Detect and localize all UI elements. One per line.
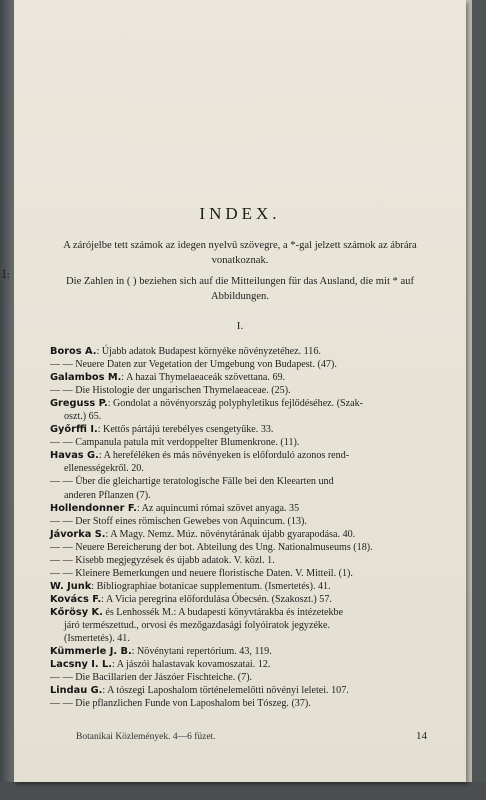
- index-entry: [50, 462, 448, 475]
- entry-text: — — Neuere Daten zur Vegetation der Umgebung von Budapest. (47).: [50, 359, 337, 371]
- index-entry: [50, 593, 448, 606]
- entry-author: Győrffi I.: [50, 424, 98, 436]
- entry-text: : Újabb adatok Budapest környéke növényzetéhez. 116.: [96, 346, 321, 357]
- entry-author: Havas G.: [50, 450, 99, 462]
- entry-author: Hollendonner F.: [50, 502, 137, 514]
- index-entry: [50, 606, 448, 619]
- index-entry: [50, 645, 448, 658]
- entry-text: — — Neuere Bereicherung der bot. Abteilung des Ung. Nationalmuseums (18).: [50, 541, 373, 553]
- entry-text: : A jászói halastavak kovamoszatai. 12.: [112, 659, 271, 671]
- index-entry: [50, 554, 448, 567]
- entry-text: : Bibliographiae botanicae supplementum. (Ismertetés). 41.: [91, 580, 331, 592]
- entry-text: — — Kleinere Bemerkungen und neuere floristische Daten. V. Mitteil. (1).: [50, 567, 353, 579]
- entry-text: ellenességekről. 20.: [64, 463, 144, 475]
- entry-author: Kovács F.: [50, 593, 102, 605]
- page-edge: [466, 0, 472, 790]
- entry-text: — — Die Bacillarien der Jászóer Fischteiche. (7).: [50, 672, 253, 684]
- index-entry: [50, 684, 448, 697]
- entry-text: járó természettud., orvosi és mezőgazdasági folyóiratok jegyzéke.: [64, 619, 330, 631]
- entry-text: — — Der Stoff eines römischen Gewebes von Aquincum. (13).: [50, 515, 307, 527]
- entry-text: — — Kisebb megjegyzések és újabb adatok. V. közl. 1.: [50, 554, 275, 566]
- entry-author: Greguss P.: [50, 398, 108, 410]
- index-entry: [50, 345, 448, 358]
- entry-text: : Növénytani repertórium. 43, 119.: [131, 646, 272, 658]
- index-entries: [50, 345, 448, 710]
- index-entry: [50, 541, 448, 554]
- entry-author: Lindau G.: [50, 685, 103, 697]
- entry-text: — — Über die gleichartige teratologische Fälle bei den Kleearten und: [50, 476, 334, 488]
- index-entry: [50, 658, 448, 671]
- entry-author: Boros A.: [50, 346, 97, 357]
- entry-text: — — Die pflanzlichen Funde von Laposhalom bei Tószeg. (37).: [50, 698, 311, 710]
- index-entry: [50, 384, 448, 397]
- entry-text: anderen Pflanzen (7).: [64, 489, 151, 501]
- index-entry: [50, 475, 448, 488]
- index-entry: [50, 358, 448, 371]
- entry-text: : Az aquincumi római szövet anyaga. 35: [136, 502, 300, 514]
- entry-text: oszt.) 65.: [64, 411, 102, 423]
- index-entry: [50, 671, 448, 684]
- index-entry: [50, 449, 448, 462]
- entry-text: : A tószegi Laposhalom történelemelőtti növényi leletei. 107.: [102, 685, 349, 697]
- entry-author: Kümmerle J. B.: [50, 646, 132, 658]
- entry-text: : A Vicia peregrina előfordulása Óbecsén. (Szakoszt.) 57.: [101, 593, 332, 605]
- index-entry: [50, 371, 448, 384]
- entry-text: (Ismertetés). 41.: [64, 633, 130, 645]
- index-entry: [50, 423, 448, 436]
- entry-text: és Lenhossék M.: A budapesti könyvtárakba és intézetekbe: [102, 606, 344, 618]
- index-entry: [50, 489, 448, 502]
- index-entry: [50, 567, 448, 580]
- index-entry: [50, 632, 448, 645]
- entry-author: Galambos M.: [50, 372, 122, 384]
- page-title: INDEX.: [199, 204, 281, 223]
- index-entry: [50, 397, 448, 410]
- index-entry: [50, 436, 448, 449]
- document-page: [14, 0, 466, 782]
- index-entry: [50, 528, 448, 541]
- page-footer: Botanikai Közlemények. 4—6 füzet.: [76, 732, 216, 742]
- entry-text: : A hereféléken és más növényeken is előforduló azonos rend-: [98, 450, 350, 462]
- background-shadow: [0, 0, 14, 800]
- section-heading: I.: [236, 320, 244, 332]
- intro-hungarian: A zárójelbe tett számok az idegen nyelvű szövegre, a *-gal jelzett számok az ábrára vonatkoznak.: [63, 240, 417, 266]
- index-entry: [50, 619, 448, 632]
- index-entry: [50, 697, 448, 710]
- background-bottom: [0, 782, 486, 800]
- entry-text: — — Campanula patula mit verdoppelter Blumenkrone. (11).: [50, 437, 300, 449]
- entry-text: : A Magy. Nemz. Múz. növénytárának újabb gyarapodása. 40.: [105, 528, 356, 540]
- entry-text: : Kettős pártájú terebélyes csengetyűke. 33.: [97, 424, 274, 436]
- index-entry: [50, 515, 448, 528]
- entry-author: Lacsny I. L.: [50, 659, 113, 671]
- entry-text: : A hazai Thymelaeaceák szövettana. 69.: [121, 372, 286, 384]
- page-number: 14: [416, 730, 427, 742]
- index-entry: [50, 502, 448, 515]
- entry-text: — — Die Histologie der ungarischen Thymelaeaceae. (25).: [50, 385, 291, 397]
- entry-author: Kőrösy K.: [50, 606, 103, 618]
- entry-text: : Gondolat a növényország polyphyletikus fejlődéséhez. (Szak-: [107, 398, 364, 410]
- index-entry: [50, 580, 448, 593]
- entry-author: W. Junk: [50, 580, 92, 592]
- intro-german: Die Zahlen in ( ) beziehen sich auf die Mitteilungen für das Ausland, die mit * auf Abbildungen.: [65, 276, 415, 302]
- index-entry: [50, 410, 448, 423]
- margin-mark: I:: [2, 268, 11, 281]
- entry-author: Jávorka S.: [50, 528, 106, 540]
